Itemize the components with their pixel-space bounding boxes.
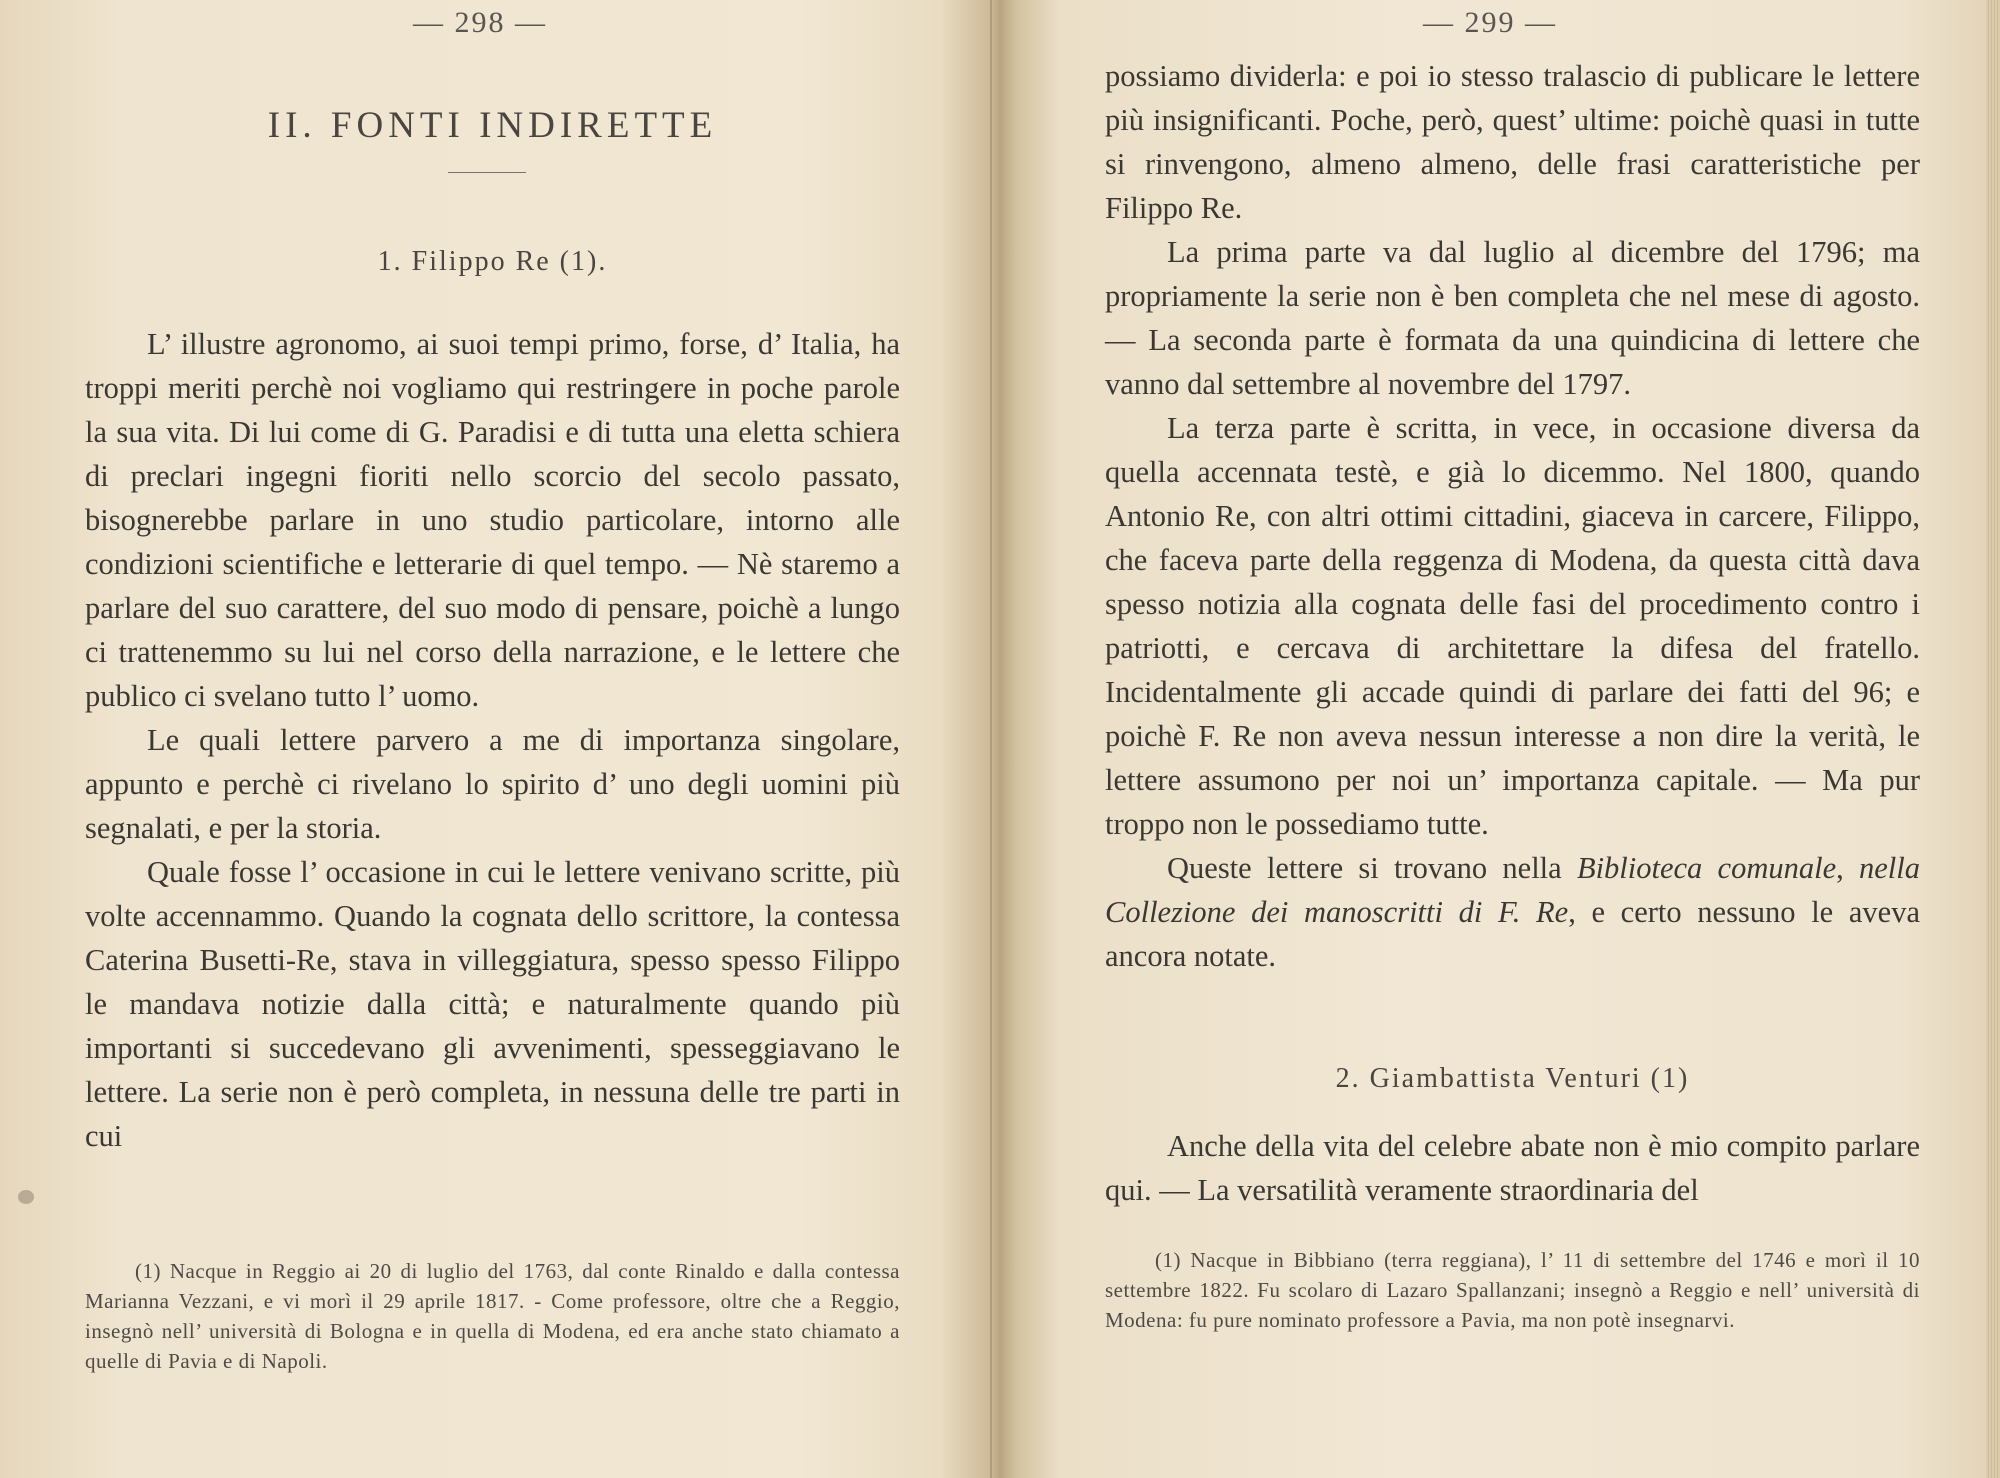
footnote-text: (1) Nacque in Bibbiano (terra reggiana), l’ 11 di settembre del 1746 e morì il 10 settembre 1822. Fu scolaro di Lazaro Spallanzani; insegnò a Reggio e nell’ università di Modena: fu pure nominato professore a Pavia, ma non potè insegnarvi. xyxy=(1105,1248,1920,1332)
location-tail: , e certo nessuno le aveva ancora notate. xyxy=(1105,895,1920,973)
footnote-right xyxy=(1105,1245,1920,1335)
footnote-text: (1) Nacque in Reggio ai 20 di luglio del 1763, dal conte Rinaldo e dalla contessa Marianna Vezzani, e vi morì il 29 aprile 1817. - Come professore, oltre che a Reggio, insegnò nell’ università di Bologna e in quella di Modena, ed era anche stato chiamato a quelle di Pavia e di Napoli. xyxy=(85,1259,900,1373)
footnote-left xyxy=(85,1256,900,1376)
location-sep: , xyxy=(1836,851,1860,885)
body-paragraph: Quale fosse l’ occasione in cui le lettere venivano scritte, più volte accennammo. Quando la cognata dello scrittore, la contessa Caterina Busetti-Re, stava in villeggiatura, spesso spesso Filippo le mandava notizie dalla città; e naturalmente quando più importanti si succedevano gli avvenimenti, spesseggiavano le lettere. La serie non è però completa, in nessuna delle tre parti in cui xyxy=(85,855,900,1153)
body-paragraph: La terza parte è scritta, in vece, in occasione diversa da quella accennata testè, e già lo dicemmo. Nel 1800, quando Antonio Re, con altri ottimi cittadini, giaceva in carcere, Filippo, che faceva parte della reggenza di Modena, da questa città dava spesso notizia alla cognata delle fasi del procedimento contro i patriotti, e cercava di architettare la difesa del fratello. Incidentalmente gli accade quindi di parlare dei fatti del 96; e poichè F. Re non aveva nessun interesse a non dire la verità, le lettere assumono per noi un’ importanza capitale. — Ma pur troppo non le possediamo tutte. xyxy=(1105,411,1920,841)
body-paragraph: Le quali lettere parvero a me di importanza singolare, appunto e perchè ci rivelano lo spirito d’ uno degli uomini più segnalati, e per la storia. xyxy=(85,723,900,845)
right-body-text-venturi xyxy=(1105,1124,1920,1212)
location-lead: Queste lettere si trovano nella xyxy=(1167,851,1577,885)
library-name: Biblioteca comunale xyxy=(1576,851,1837,885)
paper-stain xyxy=(18,1190,34,1204)
page-number-right: — 299 — xyxy=(1423,6,1557,39)
collection-name: nella Collezione dei manoscritti di F. Re xyxy=(1105,851,1921,929)
body-paragraph: Anche della vita del celebre abate non è mio compito parlare qui. — La versatilità veramente straordinaria del xyxy=(1105,1129,1920,1207)
body-paragraph: possiamo dividerla: e poi io stesso tralascio di publicare le lettere più insignificanti. Poche, però, quest’ ultime: poichè quasi in tutte si rinvengono, almeno almeno, delle frasi caratteristiche per Filippo Re. xyxy=(1105,59,1920,225)
gutter-shadow xyxy=(990,0,992,1478)
right-body-text xyxy=(1105,54,1920,978)
body-paragraph-location xyxy=(1105,846,1920,978)
section-title: II. FONTI INDIRETTE xyxy=(267,105,718,146)
title-rule xyxy=(448,172,526,173)
left-body-text xyxy=(85,322,900,1158)
subsection-heading-filippo-re: 1. Filippo Re (1). xyxy=(377,246,608,277)
body-paragraph: La prima parte va dal luglio al dicembre del 1796; ma propriamente la serie non è ben completa che nel mese di agosto. — La seconda parte è formata da una quindicina di lettere che vanno dal settembre al novembre del 1797. xyxy=(1105,235,1920,401)
body-paragraph: L’ illustre agronomo, ai suoi tempi primo, forse, d’ Italia, ha troppi meriti perchè noi vogliamo qui restringere in poche parole la sua vita. Di lui come di G. Paradisi e di tutta una eletta schiera di preclari ingegni fioriti nello scorcio del secolo passato, bisognerebbe parlare in uno studio particolare, intorno alle condizioni scientifiche e letterarie di quel tempo. — Nè staremo a parlare del suo carattere, del suo modo di pensare, poichè a lungo ci trattenemmo su lui nel corso della narrazione, e le lettere che publico ci svelano tutto l’ uomo. xyxy=(85,327,900,713)
subsection-heading-venturi: 2. Giambattista Venturi (1) xyxy=(1335,1063,1690,1094)
right-page xyxy=(1010,0,2000,1478)
page-number-left: — 298 — xyxy=(413,6,547,39)
left-page xyxy=(0,0,990,1478)
page-edges xyxy=(1986,0,2000,1478)
